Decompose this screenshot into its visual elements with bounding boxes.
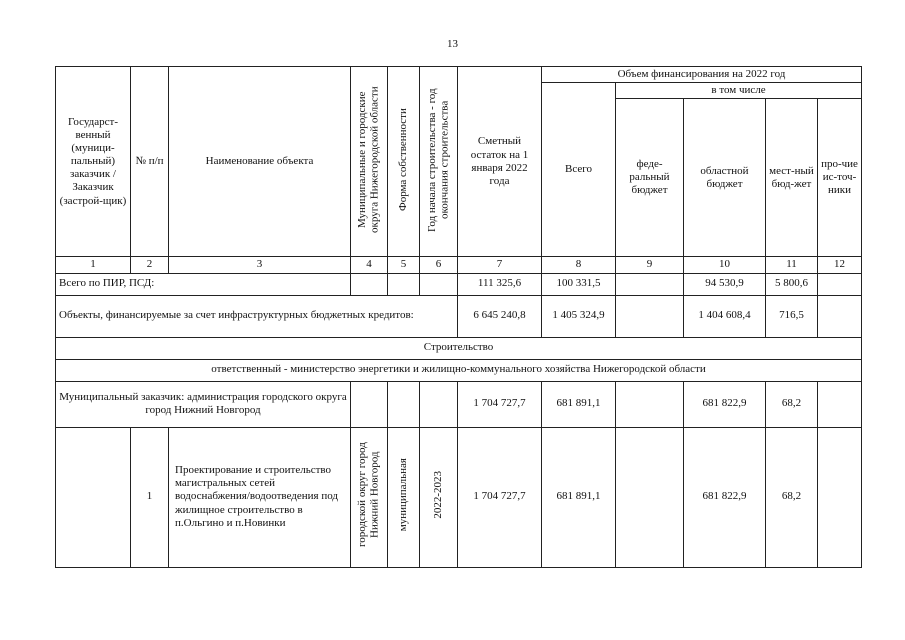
total-pir-balance: 111 325,6 — [458, 273, 542, 295]
infra-row — [56, 295, 862, 337]
section-row — [56, 337, 862, 359]
project-federal — [616, 427, 684, 567]
col-index: 12 — [818, 257, 862, 273]
col-index: 11 — [766, 257, 818, 273]
project-num: 1 — [131, 427, 169, 567]
project-other — [818, 427, 862, 567]
customer-balance: 1 704 727,7 — [458, 381, 542, 427]
col-index: 5 — [388, 257, 420, 273]
header-funding-group: Объем финансирования на 2022 год — [542, 67, 862, 83]
total-pir-regional: 94 530,9 — [684, 273, 766, 295]
header-including: в том числе — [616, 83, 862, 99]
header-regional: областной бюджет — [684, 99, 766, 257]
col-index: 1 — [56, 257, 131, 273]
project-regional: 681 822,9 — [684, 427, 766, 567]
total-pir-other — [818, 273, 862, 295]
project-name: Проектирование и строительство магистральных сетей водоснабжения/водоотведения под жилищное строительство в п.Ольгино и п.Новинки — [169, 427, 351, 567]
header-years-text: Год начала строительства - год окончания строительства — [425, 87, 451, 232]
customer-other — [818, 381, 862, 427]
customer-row — [56, 381, 862, 427]
header-other: про-чие ис-точ-ники — [818, 99, 862, 257]
responsible-title: ответственный - министерство энергетики и жилищно-коммунального хозяйства Нижегородской области — [56, 359, 862, 381]
section-title: Строительство — [56, 337, 862, 359]
project-local: 68,2 — [766, 427, 818, 567]
col-index: 9 — [616, 257, 684, 273]
infra-local: 716,5 — [766, 295, 818, 337]
project-balance: 1 704 727,7 — [458, 427, 542, 567]
column-index-row — [56, 257, 862, 273]
header-ownership-text: Форма собственности — [397, 108, 410, 212]
infra-label: Объекты, финансируемые за счет инфраструктурных бюджетных кредитов: — [56, 295, 458, 337]
header-local: мест-ный бюд-жет — [766, 99, 818, 257]
total-pir-total: 100 331,5 — [542, 273, 616, 295]
total-pir-federal — [616, 273, 684, 295]
col-index: 8 — [542, 257, 616, 273]
customer-label: Муниципальный заказчик: администрация городского округа город Нижний Новгород — [56, 381, 351, 427]
col-index: 4 — [351, 257, 388, 273]
project-municipality-text: городской округ город Нижний Новгород — [356, 442, 381, 548]
project-municipality — [351, 427, 388, 567]
infra-federal — [616, 295, 684, 337]
responsible-row — [56, 359, 862, 381]
header-ownership — [388, 67, 420, 257]
col-index: 6 — [420, 257, 458, 273]
infra-other — [818, 295, 862, 337]
col-index: 7 — [458, 257, 542, 273]
col-index: 2 — [131, 257, 169, 273]
project-ownership — [388, 427, 420, 567]
customer-federal — [616, 381, 684, 427]
customer-local: 68,2 — [766, 381, 818, 427]
total-pir-local: 5 800,6 — [766, 273, 818, 295]
page-number: 13 — [447, 38, 458, 50]
project-total: 681 891,1 — [542, 427, 616, 567]
header-federal: феде-ральный бюджет — [616, 99, 684, 257]
project-row — [56, 427, 862, 567]
customer-regional: 681 822,9 — [684, 381, 766, 427]
header-total: Всего — [542, 83, 616, 257]
funding-table — [55, 66, 862, 568]
customer-total: 681 891,1 — [542, 381, 616, 427]
header-years — [420, 67, 458, 257]
header-municipality-text: Муниципальные и городские округа Нижегородской области — [356, 86, 381, 233]
header-municipality — [351, 67, 388, 257]
col-index: 3 — [169, 257, 351, 273]
infra-total: 1 405 324,9 — [542, 295, 616, 337]
project-years — [420, 427, 458, 567]
header-balance: Сметный остаток на 1 января 2022 года — [458, 67, 542, 257]
infra-regional: 1 404 608,4 — [684, 295, 766, 337]
total-pir-row — [56, 273, 862, 295]
project-ownership-text: муниципальная — [397, 458, 410, 532]
col-index: 10 — [684, 257, 766, 273]
header-customer: Государст-венный (муници-пальный) заказчик / Заказчик (застрой-щик) — [56, 67, 131, 257]
infra-balance: 6 645 240,8 — [458, 295, 542, 337]
header-object-name: Наименование объекта — [169, 67, 351, 257]
header-num: № п/п — [131, 67, 169, 257]
project-years-text: 2022-2023 — [432, 471, 445, 519]
total-pir-label: Всего по ПИР, ПСД: — [56, 273, 351, 295]
